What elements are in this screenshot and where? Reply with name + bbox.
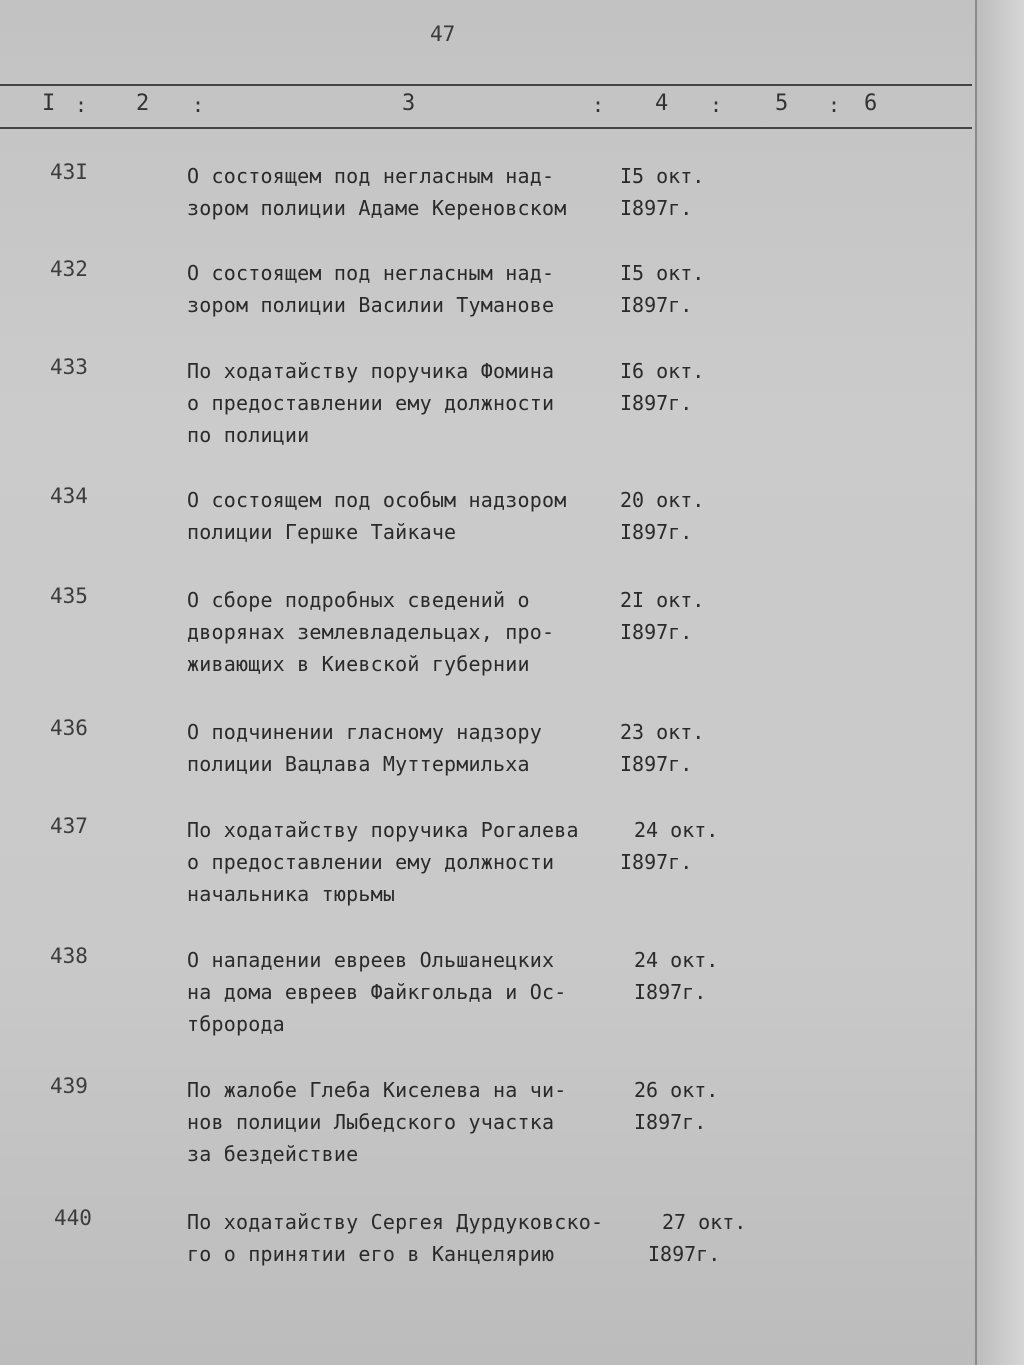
entry-title-line: го о принятии его в Канцелярию	[187, 1242, 555, 1266]
entry-date	[634, 1074, 718, 1138]
entry-date-year: I897г.	[620, 391, 693, 415]
entry-date	[620, 160, 704, 224]
entry-date-day: 24 окт.	[634, 948, 719, 972]
entry-date	[620, 257, 704, 321]
entry-title-line: полиции Гершке Тайкаче	[187, 520, 457, 544]
entry-title-line: По ходатайству поручика Рогалева	[187, 818, 579, 842]
entry-number: 437	[50, 814, 88, 838]
entry-date-day: 24 окт.	[634, 818, 719, 842]
entry-date-year: I897г.	[620, 520, 693, 544]
header-top-rule	[0, 84, 972, 86]
column-separator: :	[592, 93, 605, 117]
entry-title-line: нов полиции Лыбедского участка	[187, 1110, 555, 1134]
entry-title-line: за бездействие	[187, 1142, 359, 1166]
entry-date	[620, 484, 704, 548]
entry-date-year: I897г.	[620, 850, 693, 874]
entry-date-year: I897г.	[634, 1110, 707, 1134]
entry-title-line: О состоящем под особым надзором	[187, 488, 567, 512]
entry-date-day: I5 окт.	[620, 261, 705, 285]
column-separator: :	[710, 93, 723, 117]
entry-title-line: зором полиции Адаме Кереновском	[187, 196, 567, 220]
entry-title	[187, 716, 617, 780]
entry-date	[620, 814, 719, 878]
entry-title-line: начальника тюрьмы	[187, 882, 396, 906]
entry-number: 433	[50, 355, 88, 379]
entry-title-line: О состоящем под негласным над-	[187, 261, 555, 285]
entry-date-year: I897г.	[648, 1242, 721, 1266]
column-separator: :	[192, 93, 205, 117]
entry-title-line: о предоставлении ему должности	[187, 391, 555, 415]
column-separator: :	[828, 93, 841, 117]
entry-date-day: 26 окт.	[634, 1078, 719, 1102]
entry-title-line: живающих в Киевской губернии	[187, 652, 530, 676]
entry-title-line: тбророда	[187, 1012, 285, 1036]
entry-number: 436	[50, 716, 88, 740]
entry-number: 440	[54, 1206, 92, 1230]
entry-title	[187, 484, 617, 548]
entry-date	[620, 716, 704, 780]
entry-title-line: О состоящем под негласным над-	[187, 164, 555, 188]
entry-date-day: I6 окт.	[620, 359, 705, 383]
entry-title	[187, 1074, 617, 1170]
entry-title-line: О сборе подробных сведений о	[187, 588, 530, 612]
column-header-5: 5	[775, 91, 789, 116]
entry-title-line: О нападении евреев Ольшанецких	[187, 948, 555, 972]
entry-number: 439	[50, 1074, 88, 1098]
entry-title-line: дворянах землевладельцах, про-	[187, 620, 555, 644]
entry-title	[187, 584, 617, 680]
entry-title-line: по полиции	[187, 423, 310, 447]
entry-number: 435	[50, 584, 88, 608]
entry-title-line: О подчинении гласному надзору	[187, 720, 542, 744]
entry-date-year: I897г.	[620, 620, 693, 644]
entry-title-line: на дома евреев Файкгольда и Ос-	[187, 980, 567, 1004]
entry-title	[187, 814, 617, 910]
entry-date-day: 2I окт.	[620, 588, 705, 612]
entry-date	[634, 944, 718, 1008]
entry-date-day: 20 окт.	[620, 488, 705, 512]
entry-title	[187, 160, 617, 224]
entry-number: 438	[50, 944, 88, 968]
entry-date-day: 23 окт.	[620, 720, 705, 744]
column-header-4: 4	[655, 91, 669, 116]
entry-number: 434	[50, 484, 88, 508]
page-number: 47	[430, 22, 456, 46]
entry-number: 432	[50, 257, 88, 281]
entry-title	[187, 944, 617, 1040]
entry-title	[187, 355, 617, 451]
entry-date	[620, 584, 704, 648]
column-header-3: 3	[402, 91, 416, 116]
entry-title-line: зором полиции Василии Туманове	[187, 293, 555, 317]
entry-number: 43I	[50, 160, 88, 184]
background-surface	[977, 0, 1024, 1365]
entry-title-line: о предоставлении ему должности	[187, 850, 555, 874]
header-bottom-rule	[0, 127, 972, 129]
column-header-6: 6	[864, 91, 878, 116]
entry-date-year: I897г.	[634, 980, 707, 1004]
entry-title-line: полиции Вацлава Муттермильха	[187, 752, 530, 776]
entry-title	[187, 257, 617, 321]
entry-title-line: По ходатайству Сергея Дурдуковско-	[187, 1210, 604, 1234]
column-header-1: I	[42, 91, 56, 116]
column-separator: :	[75, 93, 88, 117]
entry-date	[648, 1206, 747, 1270]
entry-date-year: I897г.	[620, 196, 693, 220]
entry-date-year: I897г.	[620, 752, 693, 776]
entry-title-line: По ходатайству поручика Фомина	[187, 359, 555, 383]
entry-title-line: По жалобе Глеба Киселева на чи-	[187, 1078, 567, 1102]
entry-date-year: I897г.	[620, 293, 693, 317]
entry-date-day: I5 окт.	[620, 164, 705, 188]
column-header-2: 2	[136, 91, 150, 116]
entry-title	[187, 1206, 647, 1270]
entry-date	[620, 355, 704, 419]
entry-date-day: 27 окт.	[662, 1210, 747, 1234]
